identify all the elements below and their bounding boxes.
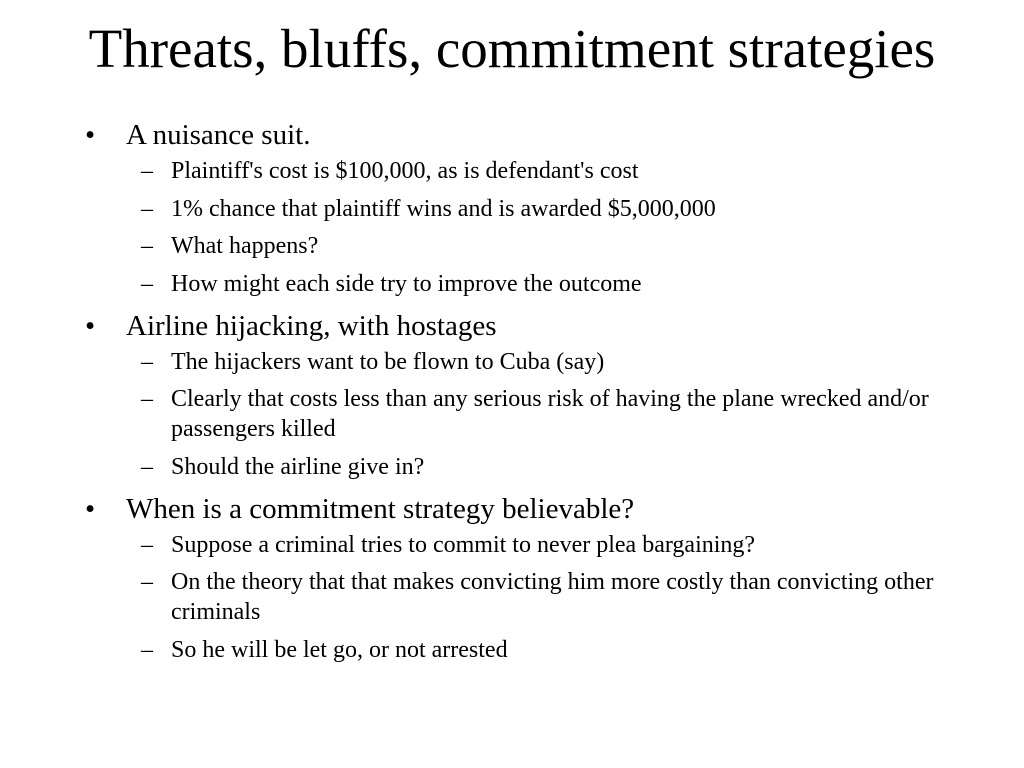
sub-text: Plaintiff's cost is $100,000, as is defendant's cost (171, 158, 639, 184)
bullet-text: Airline hijacking, with hostages (126, 309, 497, 342)
sub-item (85, 194, 945, 224)
sub-text: The hijackers want to be flown to Cuba (say) (171, 348, 605, 375)
sub-text: So he will be let go, or not arrested (171, 636, 508, 663)
sub-text: Clearly that costs less than any serious risk of having the plane wrecked and/or passengers killed (171, 386, 929, 442)
sub-list (85, 156, 945, 299)
sub-item (85, 269, 945, 299)
bullet-text: A nuisance suit. (126, 119, 311, 151)
sub-text: On the theory that that makes convicting him more costly than convicting other criminals (171, 569, 934, 625)
bullet-item (85, 117, 945, 153)
sub-marker: – (141, 348, 153, 375)
sub-item (85, 156, 945, 186)
sub-marker: – (141, 270, 153, 297)
bullet-text: When is a commitment strategy believable? (126, 492, 635, 525)
sub-item (85, 635, 945, 665)
slide-content (85, 115, 945, 674)
sub-item (85, 530, 945, 560)
sub-text: What happens? (171, 233, 319, 259)
sub-item (85, 231, 945, 261)
sub-list (85, 347, 945, 482)
sub-marker: – (141, 569, 153, 595)
bullet-item (85, 308, 945, 344)
sub-list (85, 530, 945, 665)
sub-item (85, 347, 945, 377)
sub-text: 1% chance that plaintiff wins and is awarded $5,000,000 (171, 195, 716, 222)
sub-item (85, 452, 945, 482)
bullet-marker: • (85, 492, 96, 525)
sub-marker: – (141, 453, 153, 480)
sub-marker: – (141, 195, 153, 222)
sub-item (85, 384, 945, 444)
sub-text: Should the airline give in? (171, 453, 425, 480)
sub-marker: – (141, 158, 153, 184)
sub-marker: – (141, 386, 153, 412)
sub-marker: – (141, 636, 153, 663)
sub-marker: – (141, 531, 153, 558)
sub-text: How might each side try to improve the outcome (171, 270, 642, 297)
bullet-marker: • (85, 309, 96, 342)
sub-text: Suppose a criminal tries to commit to never plea bargaining? (171, 531, 756, 558)
slide-title: Threats, bluffs, commitment strategies (88, 18, 936, 79)
sub-item (85, 567, 945, 627)
bullet-marker: • (85, 119, 96, 151)
bullet-item (85, 491, 945, 527)
sub-marker: – (141, 233, 153, 259)
